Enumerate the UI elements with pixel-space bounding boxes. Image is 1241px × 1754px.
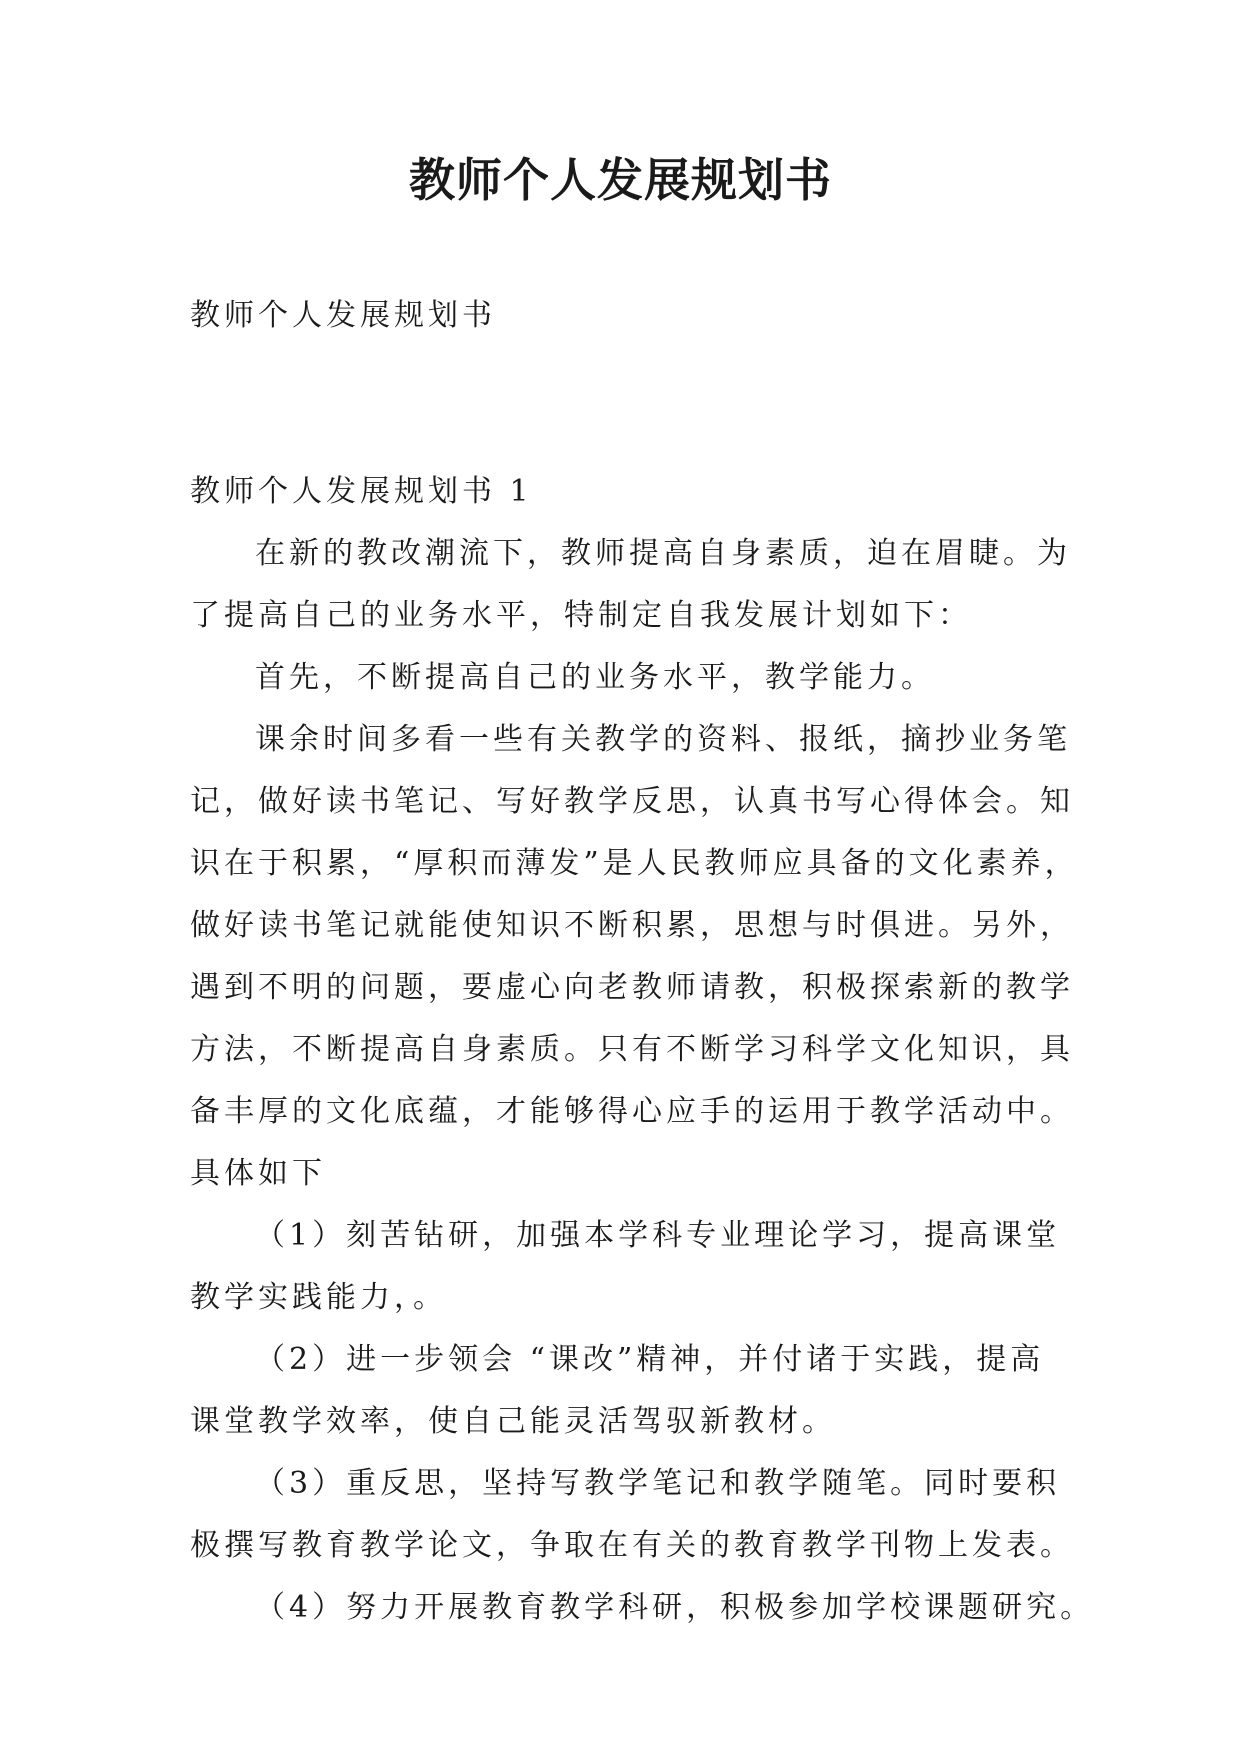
body-line: 首先，不断提高自己的业务水平，教学能力。	[255, 660, 935, 695]
list-item-line: （3）重反思，坚持写教学笔记和教学随笔。同时要积	[255, 1466, 1061, 1501]
list-item-line: 极撰写教育教学论文，争取在有关的教育教学刊物上发表。	[190, 1528, 1074, 1563]
list-item-line: （1）刻苦钻研，加强本学科专业理论学习，提高课堂	[255, 1218, 1061, 1253]
body-line: 了提高自己的业务水平，特制定自我发展计划如下：	[190, 598, 972, 633]
list-item-line: （2）进一步领会 “课改”精神，并付诸于实践，提高	[255, 1342, 1045, 1377]
body-line: 记，做好读书笔记、写好教学反思，认真书写心得体会。知	[190, 784, 1074, 819]
list-item-line: 课堂教学效率，使自己能灵活驾驭新教材。	[190, 1404, 836, 1439]
document-title: 教师个人发展规划书	[409, 153, 832, 207]
document-subtitle: 教师个人发展规划书	[190, 298, 496, 333]
body-line: 具体如下	[190, 1156, 326, 1191]
body-line: 遇到不明的问题，要虚心向老教师请教，积极探索新的教学	[190, 970, 1074, 1005]
body-line: 识在于积累，“厚积而薄发”是人民教师应具备的文化素养，	[190, 846, 1079, 881]
body-line: 备丰厚的文化底蕴，才能够得心应手的运用于教学活动中。	[190, 1094, 1074, 1129]
list-item-line: （4）努力开展教育教学科研，积极参加学校课题研究。	[255, 1590, 1095, 1625]
body-line: 在新的教改潮流下，教师提高自身素质，迫在眉睫。为	[255, 536, 1071, 571]
body-line: 方法，不断提高自身素质。只有不断学习科学文化知识，具	[190, 1032, 1074, 1067]
section-heading: 教师个人发展规划书 1	[190, 474, 533, 509]
list-item-line: 教学实践能力，。	[190, 1280, 447, 1315]
body-line: 课余时间多看一些有关教学的资料、报纸，摘抄业务笔	[255, 722, 1071, 757]
body-line: 做好读书笔记就能使知识不断积累，思想与时俱进。另外，	[190, 908, 1074, 943]
